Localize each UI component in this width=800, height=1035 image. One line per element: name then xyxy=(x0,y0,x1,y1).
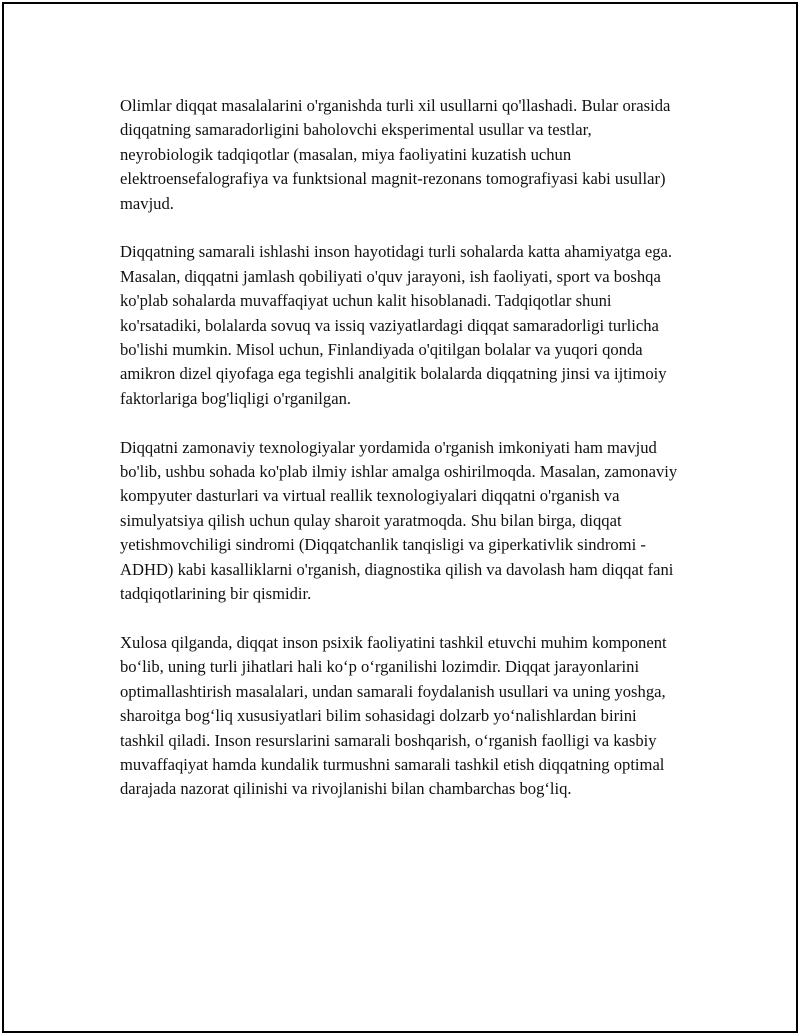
document-page xyxy=(2,2,798,1033)
paragraph-technology: Diqqatni zamonaviy texnologiyalar yordamida o'rganish imkoniyati ham mavjud bo'lib, ushbu sohada ko'plab ilmiy ishlar amalga oshirilmoqda. Masalan, zamonaviy kompyuter dasturlari va virtual reallik texnologiyalari diqqatni o'rganish va simulyatsiya qilish uchun qulay sharoit yaratmoqda. Shu bilan birga, diqqat yetishmovchiligi sindromi (Diqqatchanlik tanqisligi va giperkativlik sindromi - ADHD) kabi kasalliklarni o'rganish, diagnostika qilish va davolash ham diqqat fani tadqiqotlarining bir qismidir. xyxy=(120,437,678,604)
paragraph-methods: Olimlar diqqat masalalarini o'rganishda turli xil usullarni qo'llashadi. Bular orasida diqqatning samaradorligini baholovchi eksperimental usullar va testlar, neyrobiologik tadqiqotlar (masalan, miya faoliyatini kuzatish uchun elektroensefalografiya va funktsional magnit-rezonans tomografiyasi kabi usullar) mavjud. xyxy=(120,96,671,213)
document-body xyxy=(120,94,680,826)
paragraph-importance: Diqqatning samarali ishlashi inson hayotidagi turli sohalarda katta ahamiyatga ega. Masalan, diqqatni jamlash qobiliyati o'quv jarayoni, ish faoliyati, sport va boshqa ko'plab sohalarda muvaffaqiyat uchun kalit hisoblanadi. Tadqiqotlar shuni ko'rsatadiki, bolalarda sovuq va issiq vaziyatlardagi diqqat samaradorligi turlicha bo'lishi mumkin. Misol uchun, Finlandiyada o'qitilgan bolalar va yuqori qonda amikron dizel qiyofaga ega tegishli analgitik bolalarda diqqatning jinsi va ijtimoiy faktorlariga bog'liqligi o'rganilgan. xyxy=(120,242,673,408)
paragraph-conclusion: Xulosa qilganda, diqqat inson psixik faoliyatini tashkil etuvchi muhim komponent bo‘lib, uning turli jihatlari hali ko‘p o‘rganilishi lozimdir. Diqqat jarayonlarini optimallashtirish masalalari, undan samarali foydalanish usullari va uning yoshga, sharoitga bog‘liq xususiyatlari bilim sohasidagi dolzarb yo‘nalishlardan birini tashkil qiladi. Inson resurslarini samarali boshqarish, o‘rganish faolligi va kasbiy muvaffaqiyat hamda kundalik turmushni samarali tashkil etish diqqatning optimal darajada nazorat qilinishi va rivojlanishi bilan chambarchas bog‘liq. xyxy=(120,632,667,799)
